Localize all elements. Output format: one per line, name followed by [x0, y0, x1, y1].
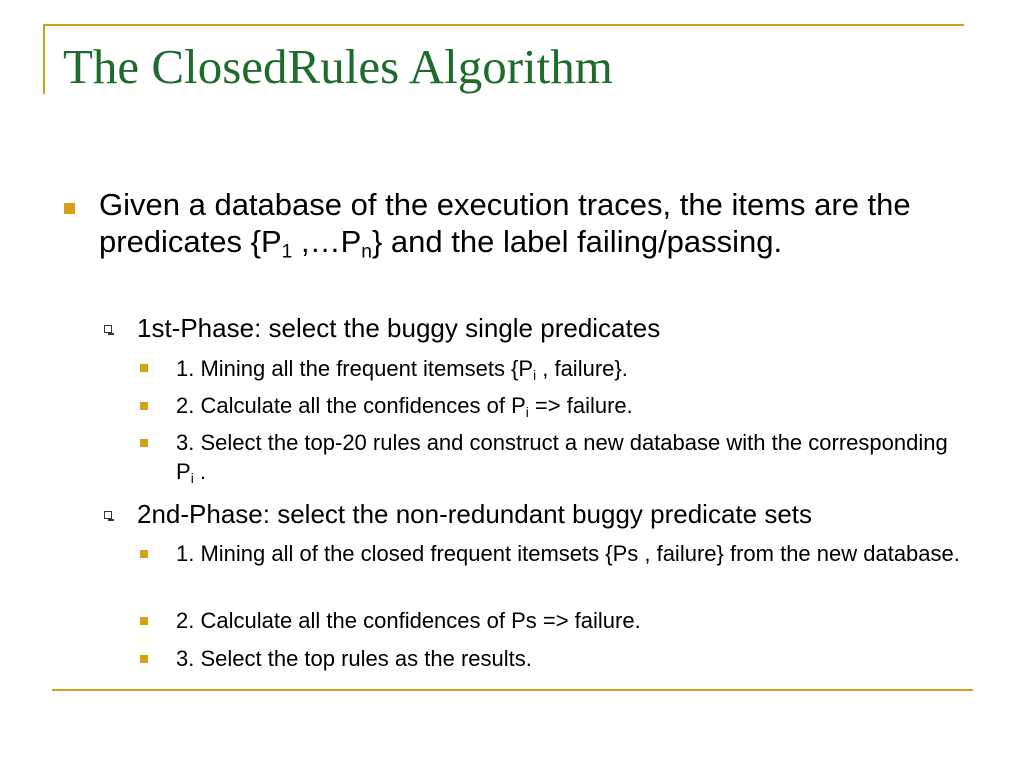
phase2-label: 2nd-Phase: select the non-redundant buggy predicate sets: [137, 499, 813, 529]
square-bullet-icon: [140, 439, 148, 447]
hollow-square-bullet-icon: [104, 511, 112, 519]
phase2-step2: 2. Calculate all the confidences of Ps => failure.: [176, 608, 641, 633]
phase1-step2: 2. Calculate all the confidences of $P_i$ => failure.: [176, 393, 633, 420]
phase2-step3: 3. Select the top rules as the results.: [176, 646, 532, 671]
bullet-database: Given a database of the execution traces, the items are the predicates {$P_1$ $,\dots P_n$} and the label failing/passing.: [99, 187, 911, 263]
phase1-label: 1st-Phase: select the buggy single predicates: [137, 313, 661, 343]
phase2-step1: 1. Mining all of the closed frequent itemsets {Ps , failure} from the new database.: [176, 541, 960, 566]
phase1-step3: 3. Select the top-20 rules and construct a new database with the corresponding $P_i$ .: [176, 430, 948, 486]
frame-top-rule: [43, 24, 964, 26]
bottom-rule: [52, 689, 973, 691]
square-bullet-icon: [140, 550, 148, 558]
square-bullet-icon: [140, 402, 148, 410]
square-bullet-icon: [64, 203, 75, 214]
square-bullet-icon: [140, 617, 148, 625]
phase1-step1: 1. Mining all the frequent itemsets {$P_i$ , failure}.: [176, 356, 628, 383]
hollow-square-bullet-icon: [104, 325, 112, 333]
square-bullet-icon: [140, 364, 148, 372]
square-bullet-icon: [140, 655, 148, 663]
slide-title: The ClosedRules Algorithm: [63, 39, 613, 94]
frame-left-rule: [43, 24, 45, 94]
